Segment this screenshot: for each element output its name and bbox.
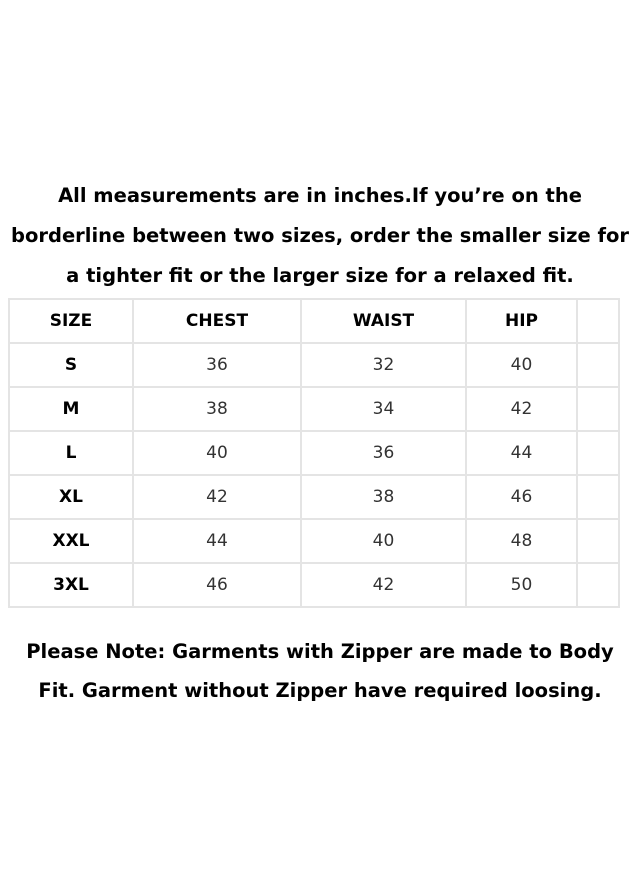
hip-cell: 50: [466, 563, 577, 607]
waist-cell: 36: [301, 431, 466, 475]
table-row: [9, 475, 619, 519]
instructions-line-2: borderline between two sizes, order the smaller size for: [11, 224, 629, 247]
hip-cell: 42: [466, 387, 577, 431]
size-cell: XXL: [9, 519, 133, 563]
header-size: SIZE: [9, 299, 133, 343]
waist-cell: 38: [301, 475, 466, 519]
empty-cell: [577, 343, 619, 387]
size-cell: L: [9, 431, 133, 475]
waist-cell: 34: [301, 387, 466, 431]
chest-cell: 36: [133, 343, 301, 387]
note-line-1: Please Note: Garments with Zipper are made to Body: [26, 640, 614, 663]
measurement-instructions: [0, 176, 640, 296]
table-row: [9, 431, 619, 475]
chest-cell: 40: [133, 431, 301, 475]
table-row: [9, 519, 619, 563]
hip-cell: 44: [466, 431, 577, 475]
header-chest: CHEST: [133, 299, 301, 343]
chest-cell: 38: [133, 387, 301, 431]
waist-cell: 42: [301, 563, 466, 607]
empty-cell: [577, 475, 619, 519]
chest-cell: 44: [133, 519, 301, 563]
chest-cell: 42: [133, 475, 301, 519]
waist-cell: 40: [301, 519, 466, 563]
empty-cell: [577, 431, 619, 475]
instructions-line-1: All measurements are in inches.If you’re on the: [58, 184, 582, 207]
hip-cell: 40: [466, 343, 577, 387]
size-cell: S: [9, 343, 133, 387]
table-row: [9, 343, 619, 387]
size-cell: M: [9, 387, 133, 431]
header-waist: WAIST: [301, 299, 466, 343]
instructions-line-3: a tighter fit or the larger size for a relaxed fit.: [66, 264, 574, 287]
table-row: [9, 563, 619, 607]
size-chart-table: [8, 298, 620, 608]
size-cell: 3XL: [9, 563, 133, 607]
hip-cell: 48: [466, 519, 577, 563]
hip-cell: 46: [466, 475, 577, 519]
chest-cell: 46: [133, 563, 301, 607]
zipper-note: [0, 632, 640, 710]
empty-cell: [577, 519, 619, 563]
header-empty: [577, 299, 619, 343]
empty-cell: [577, 563, 619, 607]
waist-cell: 32: [301, 343, 466, 387]
empty-cell: [577, 387, 619, 431]
size-cell: XL: [9, 475, 133, 519]
table-header-row: [9, 299, 619, 343]
header-hip: HIP: [466, 299, 577, 343]
note-line-2: Fit. Garment without Zipper have required loosing.: [38, 679, 602, 702]
table-row: [9, 387, 619, 431]
